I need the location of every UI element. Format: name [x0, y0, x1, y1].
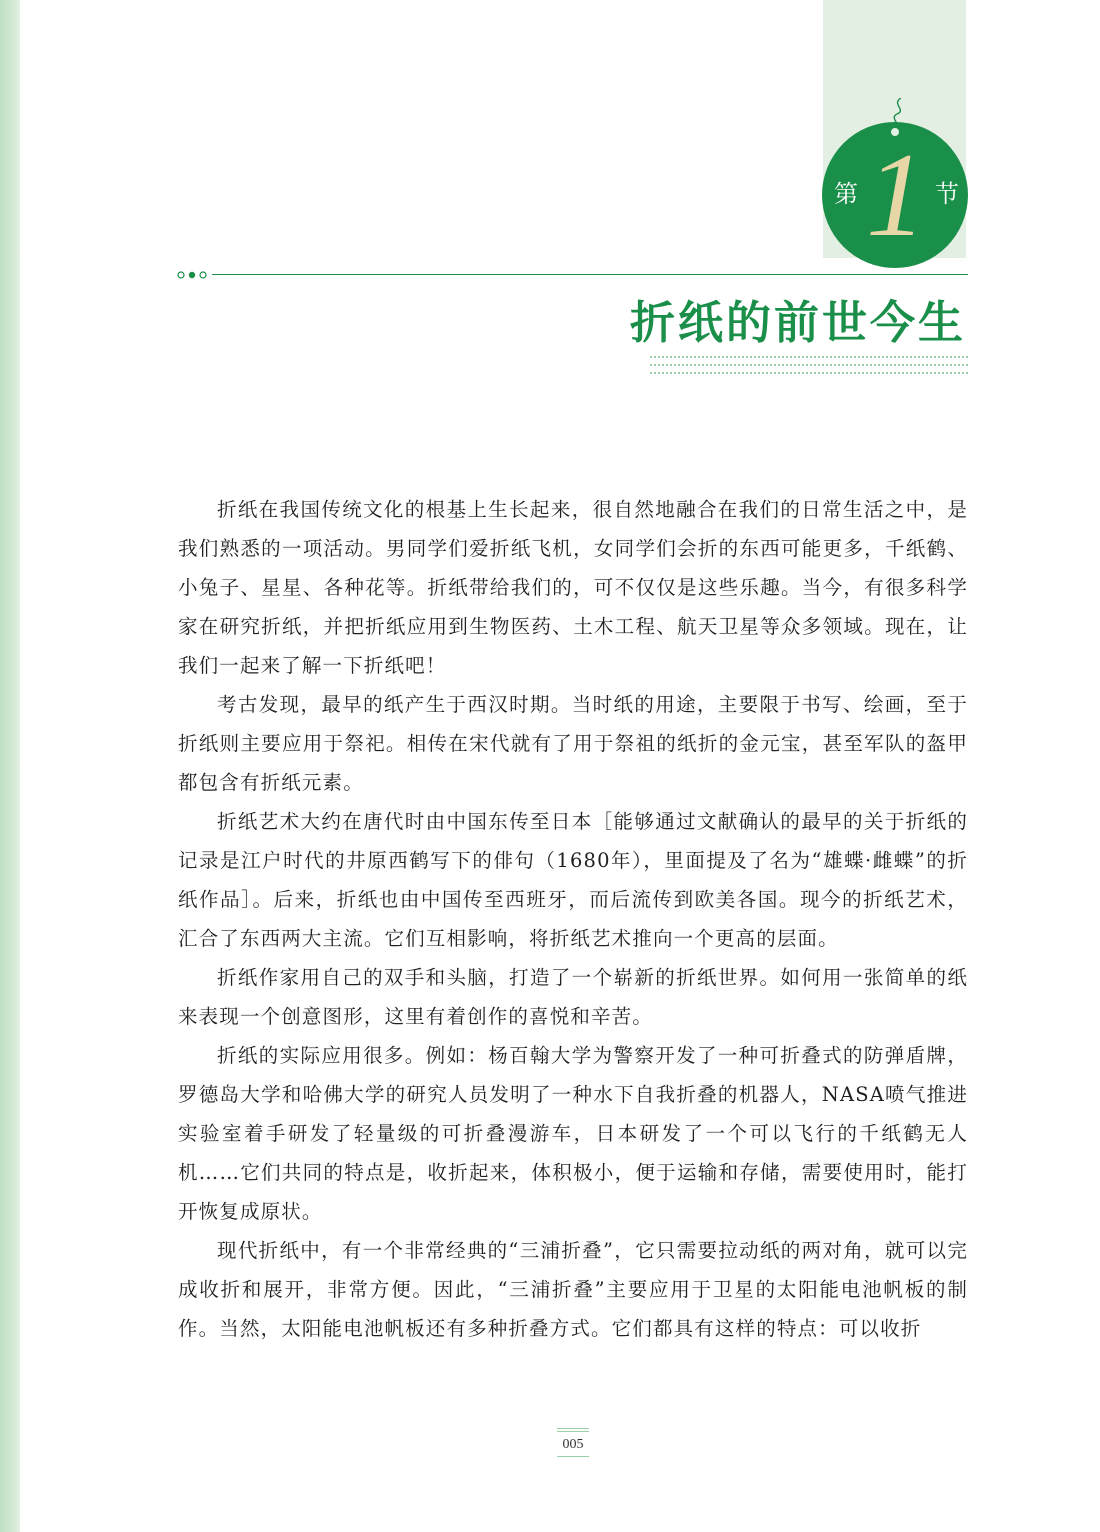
paragraph: 折纸艺术大约在唐代时由中国东传至日本［能够通过文献确认的最早的关于折纸的记录是江户时代的井原西鹤写下的俳句（1680年），里面提及了名为“雄蝶·雌蝶”的折纸作品］。后来，折纸也由中国传至西班牙，而后流传到欧美各国。现今的折纸艺术，汇合了东西两大主流。它们互相影响，将折纸艺术推向一个更高的层面。: [178, 810, 968, 950]
page-number-block: [557, 1428, 589, 1459]
paragraph: 折纸的实际应用很多。例如：杨百翰大学为警察开发了一种可折叠式的防弹盾牌，罗德岛大学和哈佛大学的研究人员发明了一种水下自我折叠的机器人，NASA喷气推进实验室着手研发了轻量级的可折叠漫游车，日本研发了一个可以飞行的千纸鹤无人机……它们共同的特点是，收折起来，体积极小，便于运输和存储，需要使用时，能打开恢复成原状。: [178, 1044, 968, 1223]
page-number-rule: [557, 1428, 589, 1429]
body-text: [178, 490, 968, 1348]
title-underline-dots: [650, 356, 968, 374]
header-rule: [212, 274, 968, 275]
badge-suffix: 节: [935, 180, 959, 208]
page-number-rule: [557, 1431, 589, 1432]
chapter-title: 折纸的前世今生: [629, 296, 966, 349]
paragraph: 折纸在我国传统文化的根基上生长起来，很自然地融合在我们的日常生活之中，是我们熟悉的一项活动。男同学们爱折纸飞机，女同学们会折的东西可能更多，千纸鹤、小兔子、星星、各种花等。折纸带给我们的，可不仅仅是这些乐趣。当今，有很多科学家在研究折纸，并把折纸应用到生物医药、土木工程、航天卫星等众多领域。现在，让我们一起来了解一下折纸吧！: [178, 498, 968, 677]
left-edge-strip: [0, 0, 20, 1532]
paragraph: 现代折纸中，有一个非常经典的“三浦折叠”，它只需要拉动纸的两对角，就可以完成收折和展开，非常方便。因此，“三浦折叠”主要应用于卫星的太阳能电池帆板的制作。当然，太阳能电池帆板还有多种折叠方式。它们都具有这样的特点：可以收折: [178, 1239, 968, 1340]
paragraph: 折纸作家用自己的双手和头脑，打造了一个崭新的折纸世界。如何用一张简单的纸来表现一个创意图形，这里有着创作的喜悦和辛苦。: [178, 966, 968, 1028]
three-dots-icon: [177, 270, 209, 280]
badge-number: 1: [866, 128, 926, 261]
paragraph: 考古发现，最早的纸产生于西汉时期。当时纸的用途，主要限于书写、绘画，至于折纸则主要应用于祭祀。相传在宋代就有了用于祭祖的纸折的金元宝，甚至军队的盔甲都包含有折纸元素。: [178, 693, 968, 794]
section-badge: [822, 122, 968, 268]
page-number-rule: [557, 1456, 589, 1457]
badge-prefix: 第: [834, 180, 858, 208]
page-number: 005: [562, 1437, 584, 1452]
